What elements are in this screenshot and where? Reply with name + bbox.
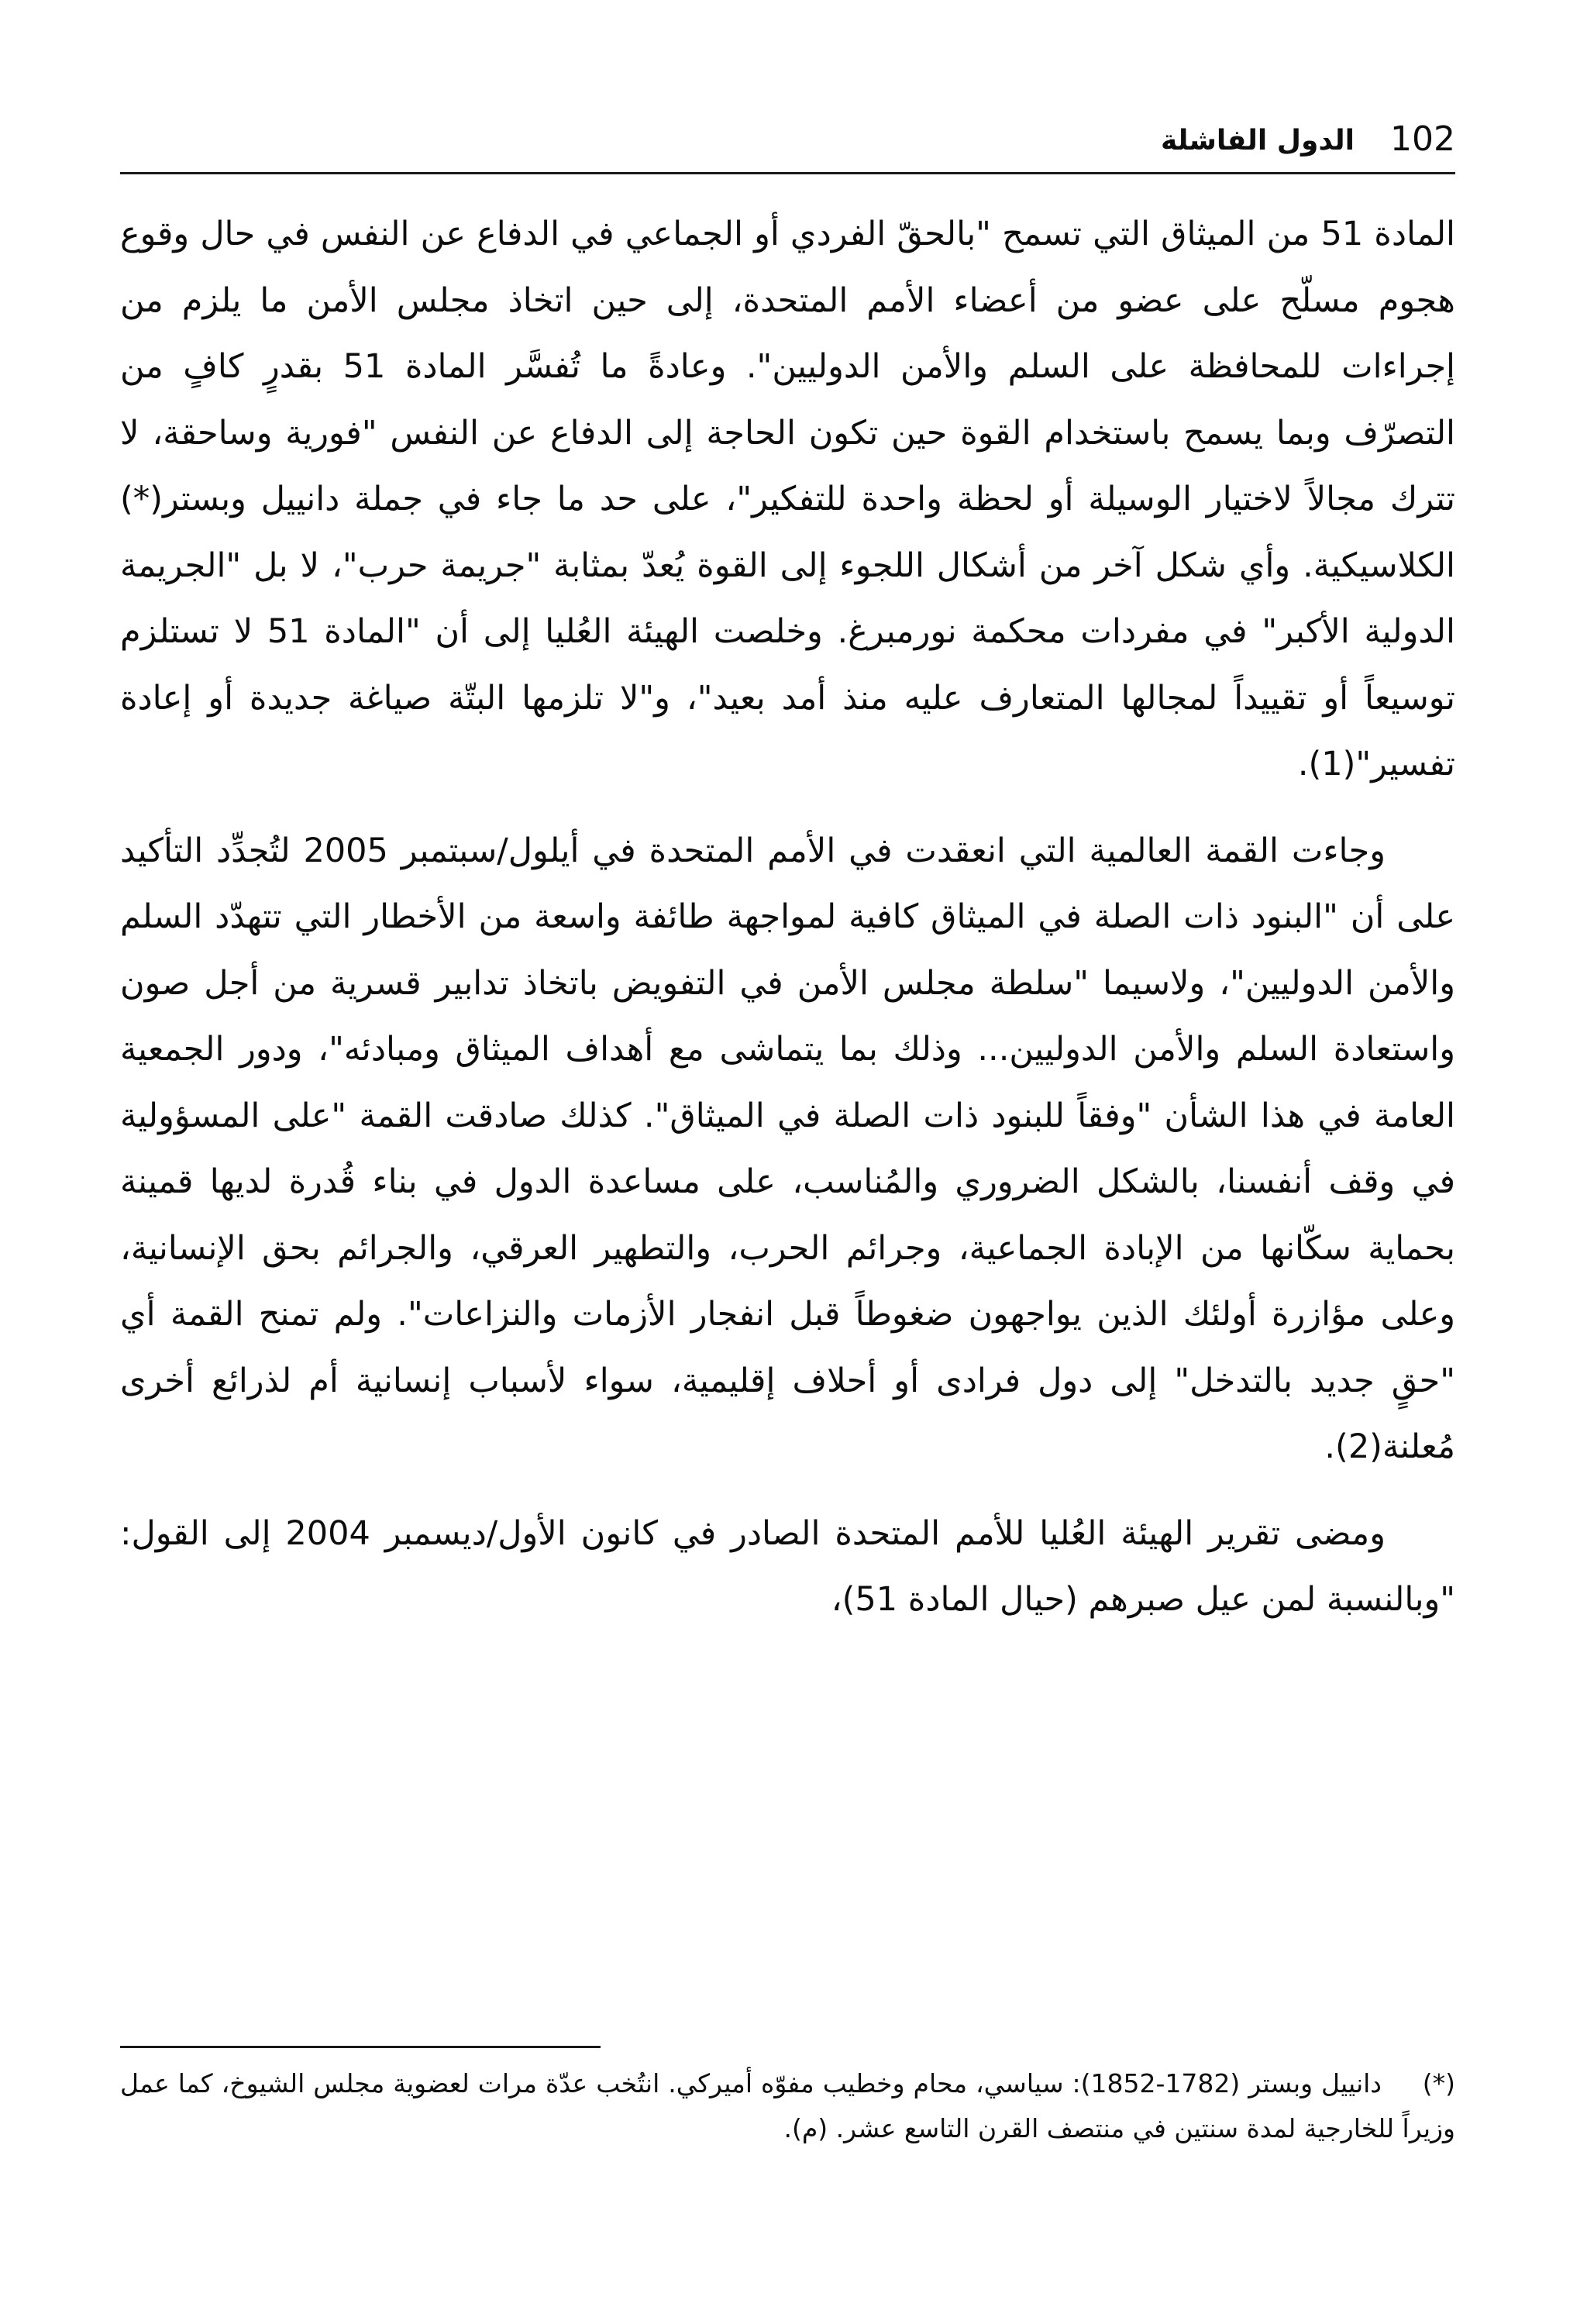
running-title: الدول الفاشلة [1160,125,1355,157]
page-header [120,116,1455,174]
footnote-text: دانييل وبستر (1782-1852): سياسي، محام وخطيب مفوّه أميركي. انتُخب عدّة مرات لعضوية مجلس الشيوخ، كما عمل وزيراً للخارجية لمدة سنتين في منتصف القرن التاسع عشر. (م). [120,2068,1455,2143]
header-divider [120,172,1455,174]
page-number: 102 [1390,119,1455,159]
paragraph-2: وجاءت القمة العالمية التي انعقدت في الأمم المتحدة في أيلول/سبتمبر 2005 لتُجدِّد التأكيد على أن "البنود ذات الصلة في الميثاق كافية لمواجهة طائفة واسعة من الأخطار التي تتهدّد السلم والأمن الدوليين"، ولاسيما "سلطة مجلس الأمن في التفويض باتخاذ تدابير قسرية من أجل صون واستعادة السلم والأمن الدوليين... وذلك بما يتماشى مع أهداف الميثاق ومبادئه"، ودور الجمعية العامة في هذا الشأن "وفقاً للبنود ذات الصلة في الميثاق". كذلك صادقت القمة "على المسؤولية في وقف أنفسنا، بالشكل الضروري والمُناسب، على مساعدة الدول في بناء قُدرة لديها قمينة بحماية سكّانها من الإبادة الجماعية، وجرائم الحرب، والتطهير العرقي، والجرائم بحق الإنسانية، وعلى مؤازرة أولئك الذين يواجهون ضغوطاً قبل انفجار الأزمات والنزاعات". ولم تمنح القمة أي "حقٍ جديد بالتدخل" إلى دول فرادى أو أحلاف إقليمية، سواء لأسباب إنسانية أم لذرائع أخرى مُعلنة(2). [120,831,1455,1466]
paragraph-1: المادة 51 من الميثاق التي تسمح "بالحقّ الفردي أو الجماعي في الدفاع عن النفس في حال وقوع هجوم مسلّح على عضو من أعضاء الأمم المتحدة، إلى حين اتخاذ مجلس الأمن ما يلزم من إجراءات للمحافظة على السلم والأمن الدوليين". وعادةً ما تُفسَّر المادة 51 بقدرٍ كافٍ من التصرّف وبما يسمح باستخدام القوة حين تكون الحاجة إلى الدفاع عن النفس "فورية وساحقة، لا تترك مجالاً لاختيار الوسيلة أو لحظة واحدة للتفكير"، على حد ما جاء في جملة دانييل وبستر(*) الكلاسيكية. وأي شكل آخر من أشكال اللجوء إلى القوة يُعدّ بمثابة "جريمة حرب"، لا بل "الجريمة الدولية الأكبر" في مفردات محكمة نورمبرغ. وخلصت الهيئة العُليا إلى أن "المادة 51 لا تستلزم توسيعاً أو تقييداً لمجالها المتعارف عليه منذ أمد بعيد"، و"لا تلزمها البتّة صياغة جديدة أو إعادة تفسير"(1). [120,215,1455,783]
paragraph-3: ومضى تقرير الهيئة العُليا للأمم المتحدة الصادر في كانون الأول/ديسمبر 2004 إلى القول: "وبالنسبة لمن عيل صبرهم (حيال المادة 51)، [120,1513,1455,1619]
footnote-marker: (*) [1422,2068,1455,2098]
body-text [120,201,1455,1654]
footnote [120,2061,1455,2151]
footnote-divider [120,2046,601,2048]
